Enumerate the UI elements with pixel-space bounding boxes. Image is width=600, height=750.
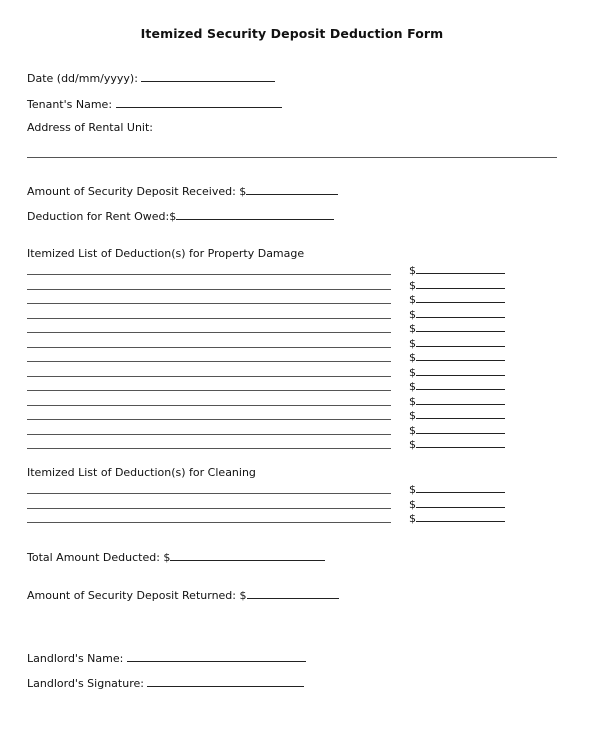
landlord-name-label: Landlord's Name: [27,652,127,665]
cleaning-amount-input-line[interactable] [416,498,505,508]
cleaning-amount-input-line[interactable] [416,483,505,493]
deposit-received-field[interactable] [27,183,338,199]
damage-amount-input-line[interactable] [416,264,505,274]
date-label: Date (dd/mm/yyyy): [27,72,142,85]
dollar-sign: $ [409,307,416,321]
deposit-returned-label: Amount of Security Deposit Returned: $ [27,589,247,602]
date-field[interactable] [27,70,275,86]
damage-amount-input-line[interactable] [416,279,505,289]
damage-amount-input-line[interactable] [416,409,505,419]
damage-amount-field[interactable] [409,293,509,306]
form-title: Itemized Security Deposit Deduction Form [140,26,444,41]
rent-owed-field[interactable] [27,208,334,224]
damage-description-line[interactable] [27,361,391,362]
damage-amount-input-line[interactable] [416,395,505,405]
damage-amount-input-line[interactable] [416,293,505,303]
damage-description-line[interactable] [27,434,391,435]
deposit-received-input-line[interactable] [246,183,338,195]
tenant-name-field[interactable] [27,96,282,112]
cleaning-description-line[interactable] [27,508,391,509]
dollar-sign: $ [409,351,416,364]
cleaning-amount-field[interactable] [409,498,509,511]
damage-description-line[interactable] [27,390,391,391]
landlord-name-field[interactable] [27,650,306,666]
date-input-line[interactable] [141,70,275,82]
dollar-sign: $ [409,380,416,393]
dollar-sign: $ [409,264,416,277]
landlord-name-input-line[interactable] [127,650,306,662]
damage-amount-field[interactable] [409,409,509,422]
landlord-signature-input-line[interactable] [147,675,304,687]
damage-amount-input-line[interactable] [416,424,505,434]
damage-description-line[interactable] [27,448,391,449]
landlord-signature-label: Landlord's Signature: [27,677,148,690]
landlord-signature-field[interactable] [27,675,304,691]
rent-owed-label: Deduction for Rent Owed:$ [27,210,177,223]
dollar-sign: $ [409,512,416,525]
damage-description-line[interactable] [27,376,391,377]
damage-description-line[interactable] [27,347,391,348]
damage-amount-input-line[interactable] [416,438,505,448]
cleaning-amount-input-line[interactable] [416,512,505,522]
tenant-name-label: Tenant's Name: [27,98,116,111]
cleaning-section-header: Itemized List of Deduction(s) for Cleaning [27,466,256,479]
damage-description-line[interactable] [27,274,391,275]
dollar-sign: $ [409,438,416,451]
cleaning-description-line[interactable] [27,522,391,523]
dollar-sign: $ [409,322,416,335]
damage-amount-field[interactable] [409,351,509,364]
damage-description-line[interactable] [27,318,391,319]
damage-description-line[interactable] [27,405,391,406]
total-deducted-label: Total Amount Deducted: $ [27,551,171,564]
damage-amount-input-line[interactable] [416,380,505,390]
rent-owed-input-line[interactable] [176,208,334,220]
damage-description-line[interactable] [27,332,391,333]
dollar-sign: $ [409,336,416,350]
dollar-sign: $ [409,394,416,408]
address-input-line[interactable] [27,157,557,158]
tenant-name-input-line[interactable] [116,96,282,108]
damage-amount-input-line[interactable] [416,366,505,376]
dollar-sign: $ [409,497,416,511]
dollar-sign: $ [409,409,416,422]
dollar-sign: $ [409,483,416,496]
dollar-sign: $ [409,365,416,379]
deposit-returned-field[interactable] [27,587,339,603]
damage-amount-field[interactable] [409,424,509,437]
dollar-sign: $ [409,278,416,292]
damage-amount-input-line[interactable] [416,322,505,332]
damage-amount-field[interactable] [409,264,509,277]
cleaning-amount-field[interactable] [409,512,509,525]
cleaning-amount-field[interactable] [409,483,509,496]
damage-amount-field[interactable] [409,279,509,292]
damage-section-header: Itemized List of Deduction(s) for Property Damage [27,247,305,260]
deposit-received-label: Amount of Security Deposit Received: $ [27,185,247,198]
damage-amount-field[interactable] [409,308,509,321]
damage-amount-input-line[interactable] [416,337,505,347]
damage-description-line[interactable] [27,289,391,290]
damage-amount-input-line[interactable] [416,351,505,361]
damage-amount-field[interactable] [409,337,509,350]
damage-amount-field[interactable] [409,322,509,335]
damage-description-line[interactable] [27,419,391,420]
cleaning-description-line[interactable] [27,493,391,494]
total-deducted-field[interactable] [27,549,325,565]
total-deducted-input-line[interactable] [170,549,325,561]
damage-amount-input-line[interactable] [416,308,505,318]
damage-description-line[interactable] [27,303,391,304]
damage-amount-field[interactable] [409,366,509,379]
address-label: Address of Rental Unit: [27,121,153,134]
dollar-sign: $ [409,423,416,437]
damage-amount-field[interactable] [409,380,509,393]
damage-amount-field[interactable] [409,438,509,451]
damage-amount-field[interactable] [409,395,509,408]
dollar-sign: $ [409,293,416,306]
deposit-returned-input-line[interactable] [247,587,339,599]
